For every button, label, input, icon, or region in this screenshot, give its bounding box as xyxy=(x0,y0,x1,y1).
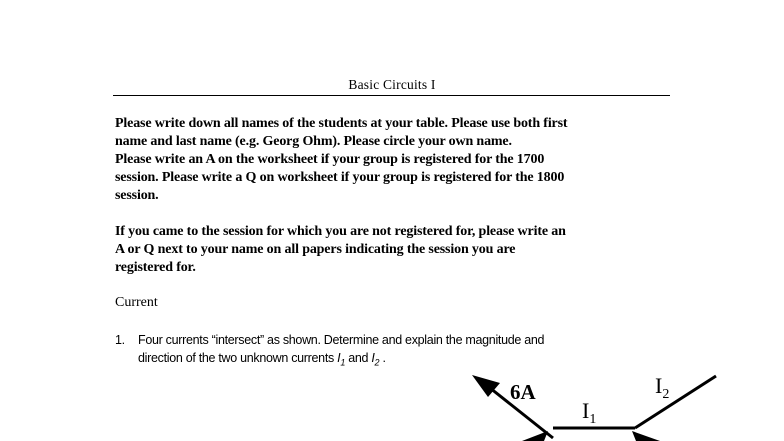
registration-instructions xyxy=(115,115,675,205)
instruction-line: Please write down all names of the students at your table. Please use both first xyxy=(115,116,568,131)
wire-i2 xyxy=(635,376,716,428)
section-heading-current: Current xyxy=(115,295,158,310)
question-line: Four currents “intersect” as shown. Determine and explain the magnitude and xyxy=(138,333,545,347)
question-number: 1. xyxy=(115,333,125,347)
arrowhead-lower-right xyxy=(632,431,660,441)
instruction-line: registered for. xyxy=(115,260,196,275)
instruction-line: Please write an A on the worksheet if your group is registered for the 1700 xyxy=(115,152,545,167)
question-line: direction of the two unknown currents $I_1$ and $I_2$ . xyxy=(138,351,386,368)
document-title: Basic Circuits I xyxy=(348,77,436,92)
label-6a: 6A xyxy=(510,380,536,404)
late-session-instructions xyxy=(115,223,675,277)
instruction-line: A or Q next to your name on all papers indicating the session you are xyxy=(115,242,516,257)
current-junction-diagram xyxy=(460,365,740,441)
label-i2: $I_2$ xyxy=(655,373,670,402)
instruction-line: If you came to the session for which you are not registered for, please write an xyxy=(115,224,566,239)
instruction-line: name and last name (e.g. Georg Ohm). Please circle your own name. xyxy=(115,134,512,149)
title-underline xyxy=(113,95,670,96)
instruction-line: session. xyxy=(115,188,159,203)
label-i1: $I_1$ xyxy=(582,398,597,427)
instruction-line: session. Please write a Q on worksheet if your group is registered for the 1800 xyxy=(115,170,565,185)
